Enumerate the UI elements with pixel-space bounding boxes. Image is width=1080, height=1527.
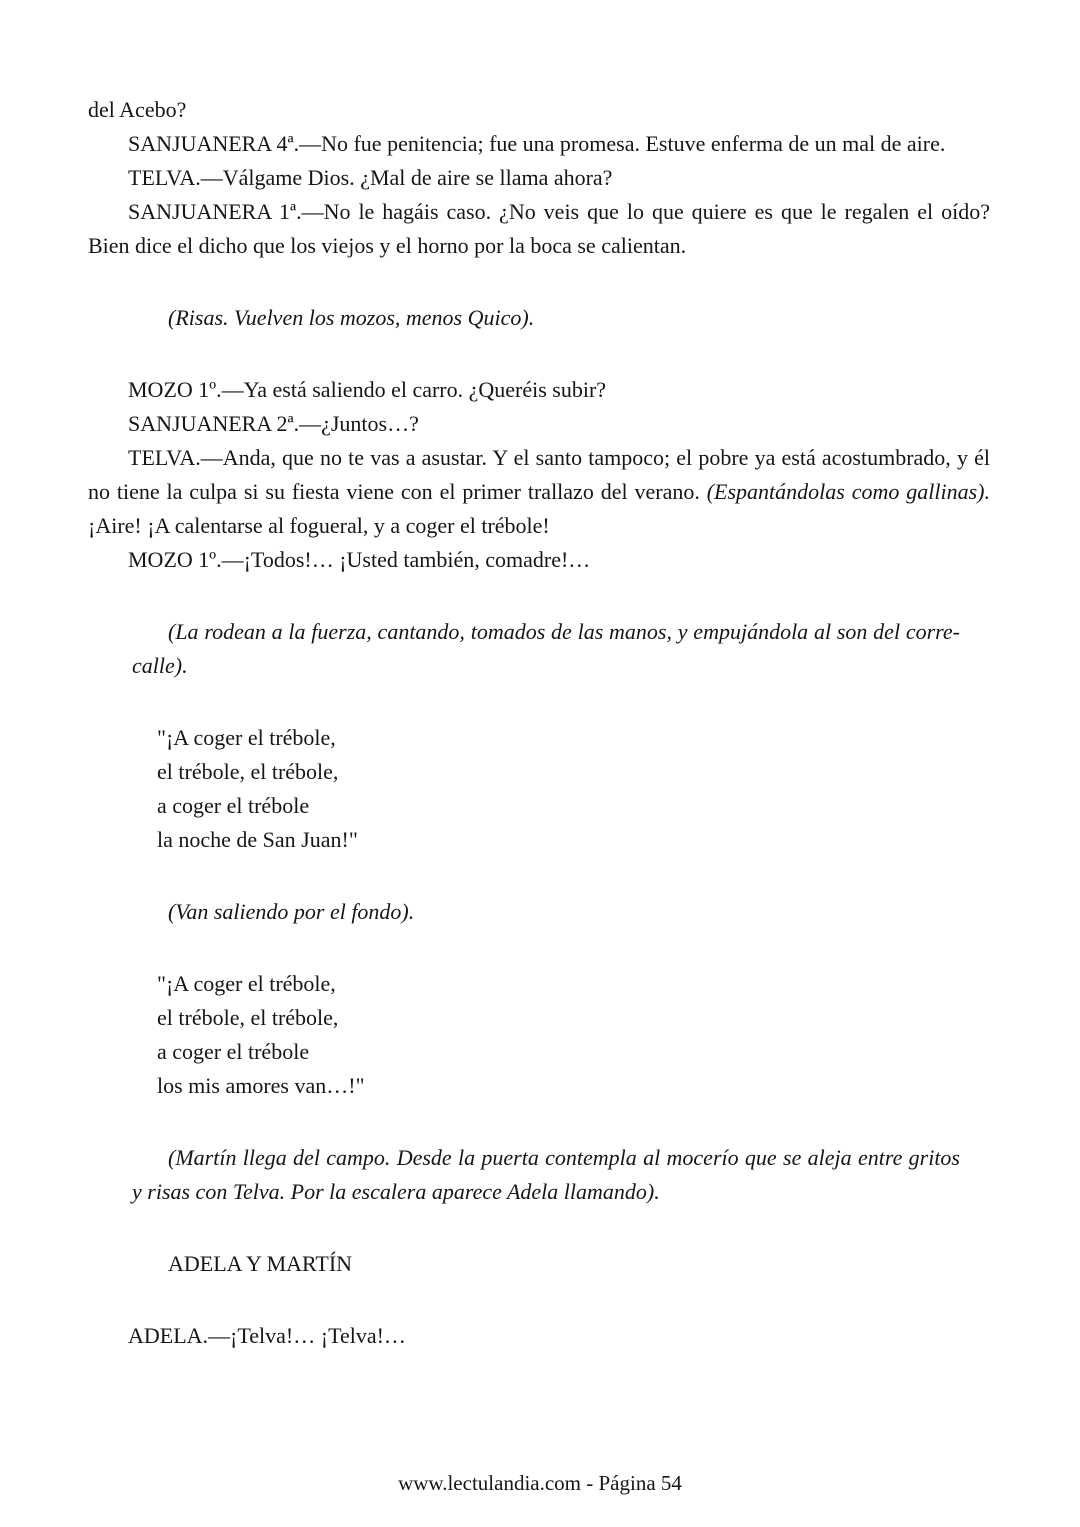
verse-line: los mis amores van…!" bbox=[157, 1073, 365, 1098]
dialogue-paragraph: ADELA.—¡Telva!… ¡Telva!… bbox=[128, 1323, 406, 1348]
dialogue-paragraph: SANJUANERA 1ª.—No le hagáis caso. ¿No veis que lo que quiere es que le regalen el oído? Bien dice el dicho que los viejos y el horno por la boca se calientan. bbox=[88, 199, 990, 258]
scene-heading: ADELA Y MARTÍN bbox=[168, 1251, 353, 1276]
verse-line: el trébole, el trébole, bbox=[157, 759, 339, 784]
verse-line: a coger el trébole bbox=[157, 793, 310, 818]
dialogue-paragraph: MOZO 1º.—Ya está saliendo el carro. ¿Queréis subir? bbox=[128, 377, 607, 402]
dialogue-paragraph: SANJUANERA 2ª.—¿Juntos…? bbox=[128, 411, 419, 436]
inline-stage-direction: (Espantándolas como gallinas). bbox=[706, 479, 990, 504]
dialogue-paragraph: SANJUANERA 4ª.—No fue penitencia; fue una promesa. Estuve enferma de un mal de aire. bbox=[128, 131, 946, 156]
dialogue-paragraph: del Acebo? bbox=[88, 97, 187, 122]
verse-line: "¡A coger el trébole, bbox=[157, 971, 336, 996]
verse-line: a coger el trébole bbox=[157, 1039, 310, 1064]
verse-line: el trébole, el trébole, bbox=[157, 1005, 339, 1030]
dialogue-paragraph: TELVA.—Válgame Dios. ¿Mal de aire se llama ahora? bbox=[128, 165, 613, 190]
stage-direction: (Martín llega del campo. Desde la puerta contempla al mocerío que se aleja entre gritos y risas con Telva. Por la escalera aparece Adela llamando). bbox=[132, 1145, 960, 1204]
dialogue-text: TELVA.—Anda, que no te vas a asustar. Y el santo tampoco; el pobre ya está acostumbrado, y él no tiene la culpa si su fiesta viene con el primer trallazo del verano. bbox=[88, 445, 990, 504]
verse-line: la noche de San Juan!" bbox=[157, 827, 358, 852]
verse-line: "¡A coger el trébole, bbox=[157, 725, 336, 750]
page-footer: www.lectulandia.com - Página 54 bbox=[398, 1471, 682, 1495]
stage-direction: (Van saliendo por el fondo). bbox=[168, 899, 415, 924]
dialogue-paragraph: MOZO 1º.—¡Todos!… ¡Usted también, comadre!… bbox=[128, 547, 591, 572]
verse-stanza bbox=[157, 967, 990, 1103]
stage-direction: (Risas. Vuelven los mozos, menos Quico). bbox=[168, 305, 535, 330]
dialogue-text: ¡Aire! ¡A calentarse al fogueral, y a coger el trébole! bbox=[88, 513, 550, 538]
dialogue-paragraph bbox=[88, 441, 990, 543]
verse-stanza bbox=[157, 721, 990, 857]
stage-direction: (La rodean a la fuerza, cantando, tomados de las manos, y empujándola al son del corre-calle). bbox=[132, 619, 960, 678]
